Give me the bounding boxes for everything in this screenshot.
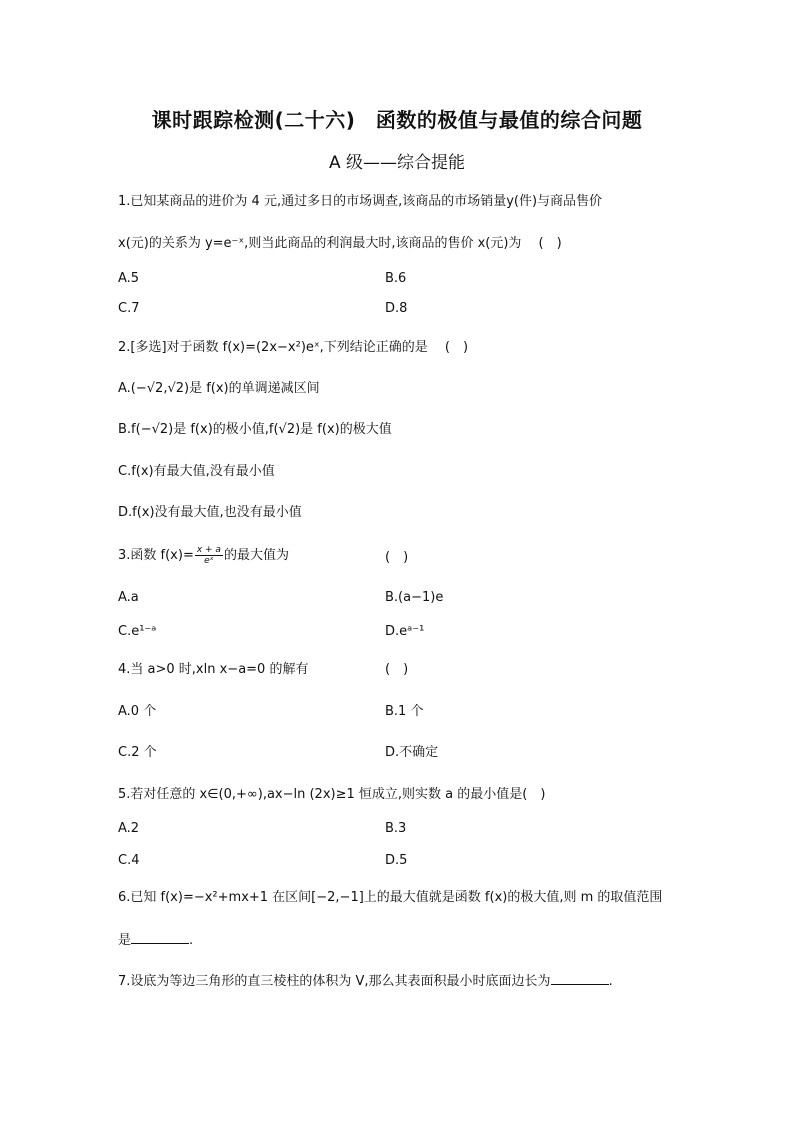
q3-fraction (195, 545, 223, 566)
q5-option-d: D.5 (385, 853, 408, 868)
q6-line2-post: . (189, 933, 194, 948)
q4-option-b: B.1 个 (385, 704, 424, 719)
q7-answer-blank[interactable] (551, 972, 609, 985)
q6-line2-pre: 是 (118, 933, 132, 948)
q2-option-a: A.(−√2,√2)是 f(x)的单调递减区间 (118, 381, 320, 396)
q5-option-b: B.3 (385, 821, 407, 836)
q6-stem-line1: 6.已知 f(x)=−x²+mx+1 在区间[−2,−1]上的最大值就是函数 f(x)的极大值,则 m 的取值范围 (118, 890, 663, 905)
q7-stem-pre: 7.设底为等边三角形的直三棱柱的体积为 V,那么其表面积最小时底面边长为 (118, 974, 551, 989)
q4-stem: 4.当 a>0 时,xln x−a=0 的解有 (118, 662, 309, 677)
q2-option-b: B.f(−√2)是 f(x)的极小值,f(√2)是 f(x)的极大值 (118, 422, 392, 437)
q4-option-d: D.不确定 (385, 745, 439, 760)
q3-option-b: B.(a−1)e (385, 590, 444, 605)
q4-option-a: A.0 个 (118, 704, 157, 719)
q3-stem-pre: 3.函数 f(x)= (118, 548, 194, 563)
q3-stem (118, 545, 289, 566)
q5-option-a: A.2 (118, 821, 140, 836)
q2-stem: 2.[多选]对于函数 f(x)=(2x−x²)eˣ,下列结论正确的是 ( ) (118, 340, 469, 355)
q1-option-b: B.6 (385, 271, 407, 286)
q6-stem-line2 (118, 931, 193, 950)
q3-fraction-denominator: eˣ (204, 556, 214, 566)
q6-answer-blank[interactable] (131, 931, 189, 944)
q1-option-a: A.5 (118, 271, 140, 286)
q3-answer-paren: ( ) (385, 550, 409, 565)
q1-stem-line2: x(元)的关系为 y=e⁻ˣ,则当此商品的利润最大时,该商品的售价 x(元)为 ( ) (118, 236, 562, 251)
q2-option-d: D.f(x)没有最大值,也没有最小值 (118, 505, 302, 520)
q1-stem-line1: 1.已知某商品的进价为 4 元,通过多日的市场调查,该商品的市场销量y(件)与商品售价 (118, 194, 603, 209)
q3-option-a: A.a (118, 590, 139, 605)
q4-option-c: C.2 个 (118, 745, 157, 760)
q1-option-c: C.7 (118, 301, 140, 316)
q7-stem (118, 972, 613, 991)
section-subtitle: A 级——综合提能 (328, 153, 466, 173)
q3-option-d: D.eᵃ⁻¹ (385, 624, 425, 639)
q5-stem: 5.若对任意的 x∈(0,+∞),ax−ln (2x)≥1 恒成立,则实数 a 的最小值是( ) (118, 787, 546, 802)
page-title: 课时跟踪检测(二十六) 函数的极值与最值的综合问题 (151, 108, 643, 132)
q3-stem-post: 的最大值为 (223, 548, 289, 563)
q7-stem-post: . (608, 974, 613, 989)
q2-option-c: C.f(x)有最大值,没有最小值 (118, 464, 275, 479)
q4-answer-paren: ( ) (385, 662, 409, 677)
q1-option-d: D.8 (385, 301, 408, 316)
q5-option-c: C.4 (118, 853, 140, 868)
q3-option-c: C.e¹⁻ᵃ (118, 624, 157, 639)
q3-fraction-numerator: x + a (196, 545, 221, 555)
